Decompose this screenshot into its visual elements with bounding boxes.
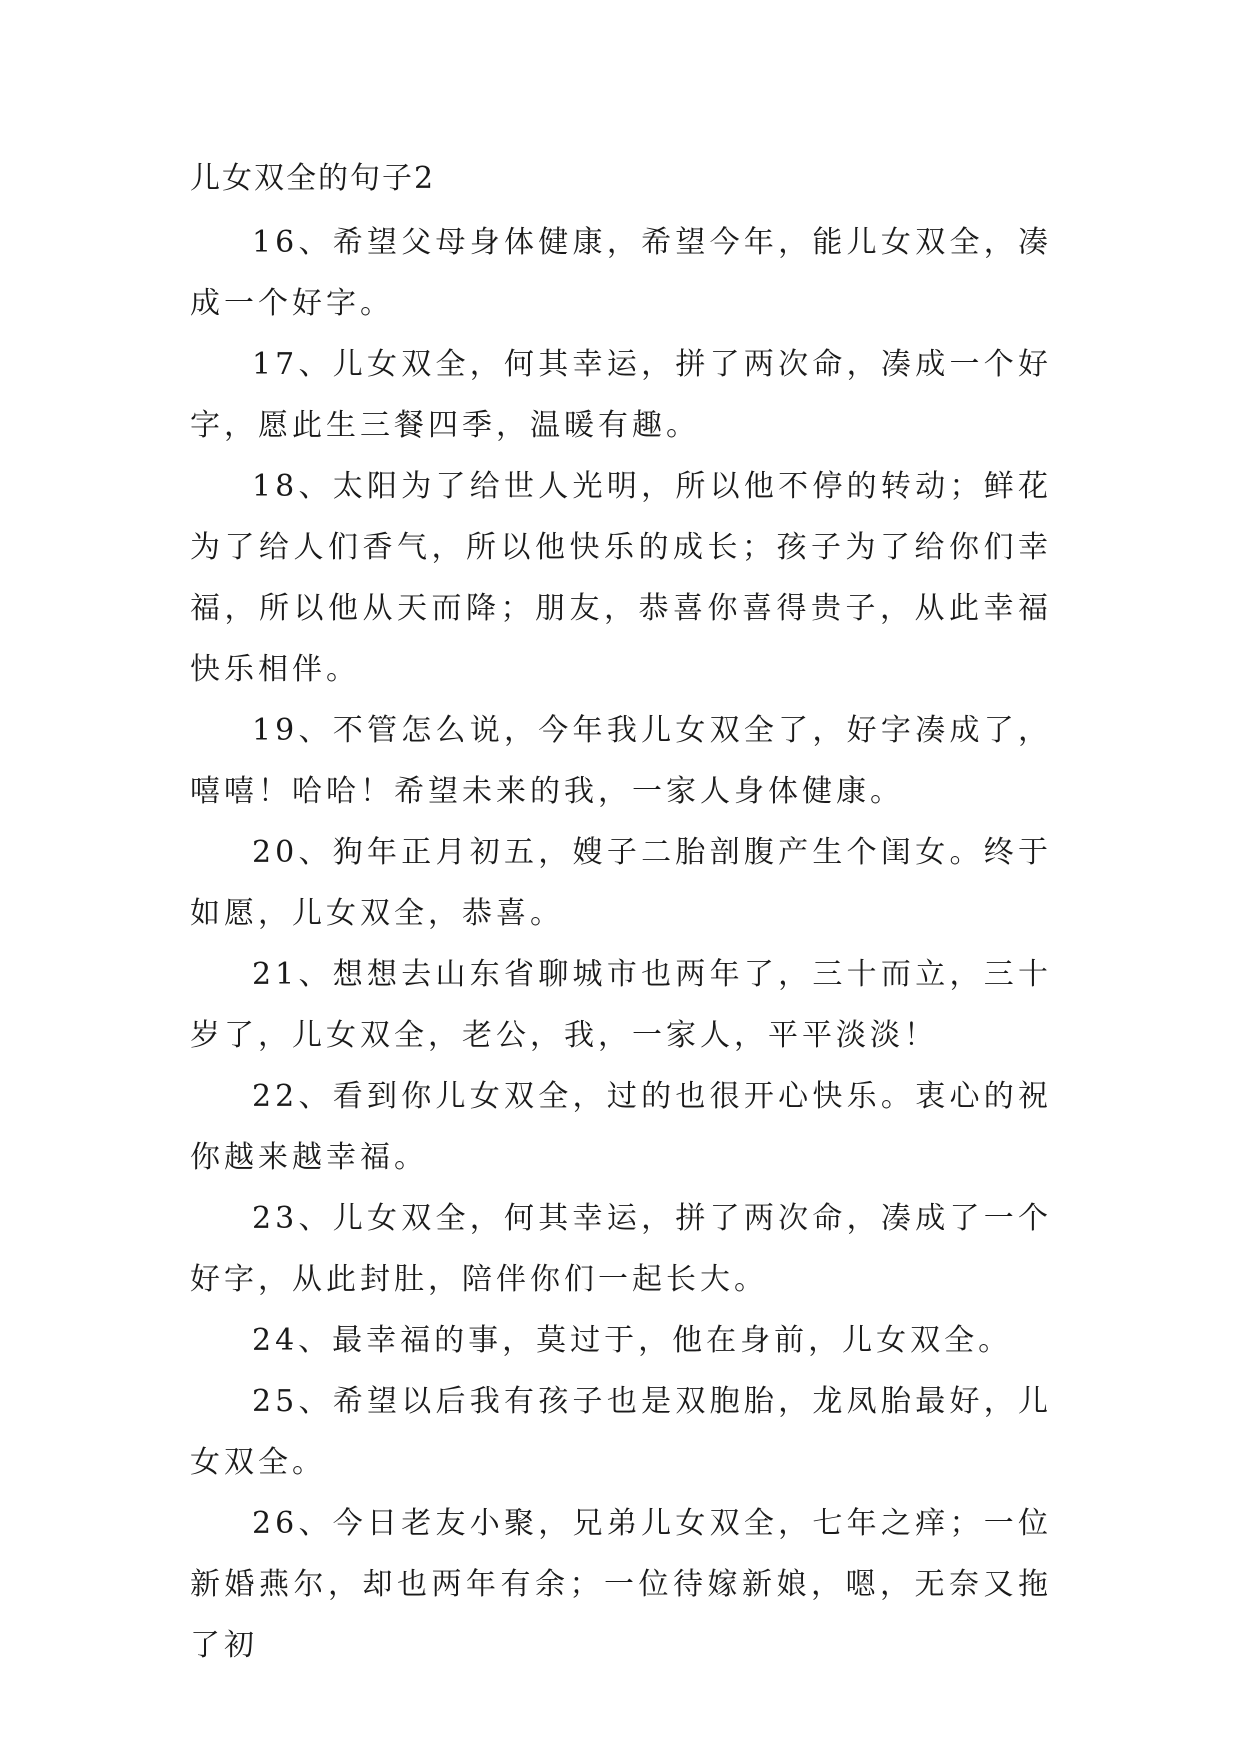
paragraph-26: 26、今日老友小聚，兄弟儿女双全，七年之痒；一位新婚燕尔，却也两年有余；一位待嫁新娘，嗯，无奈又拖了初 (190, 1506, 1052, 1663)
paragraph-25: 25、希望以后我有孩子也是双胞胎，龙凤胎最好，儿女双全。 (190, 1384, 1052, 1480)
paragraph-21: 21、想想去山东省聊城市也两年了，三十而立，三十岁了，儿女双全，老公，我，一家人，平平淡淡！ (190, 957, 1052, 1053)
document-page (190, 160, 1052, 1676)
paragraph-17: 17、儿女双全，何其幸运，拼了两次命，凑成一个好字，愿此生三餐四季，温暖有趣。 (190, 347, 1052, 443)
paragraph-16: 16、希望父母身体健康，希望今年，能儿女双全，凑成一个好字。 (190, 225, 1052, 321)
paragraph-23: 23、儿女双全，何其幸运，拼了两次命，凑成了一个好字，从此封肚，陪伴你们一起长大。 (190, 1201, 1052, 1297)
paragraph-22: 22、看到你儿女双全，过的也很开心快乐。衷心的祝你越来越幸福。 (190, 1079, 1052, 1175)
section-heading: 儿女双全的句子2 (190, 161, 436, 196)
paragraph-24: 24、最幸福的事，莫过于，他在身前，儿女双全。 (252, 1323, 1013, 1358)
paragraph-18: 18、太阳为了给世人光明，所以他不停的转动；鲜花为了给人们香气，所以他快乐的成长；孩子为了给你们幸福，所以他从天而降；朋友，恭喜你喜得贵子，从此幸福快乐相伴。 (190, 469, 1052, 687)
paragraph-19: 19、不管怎么说，今年我儿女双全了，好字凑成了，嘻嘻！哈哈！希望未来的我，一家人身体健康。 (190, 713, 1052, 809)
paragraph-20: 20、狗年正月初五，嫂子二胎剖腹产生个闺女。终于如愿，儿女双全，恭喜。 (190, 835, 1052, 931)
